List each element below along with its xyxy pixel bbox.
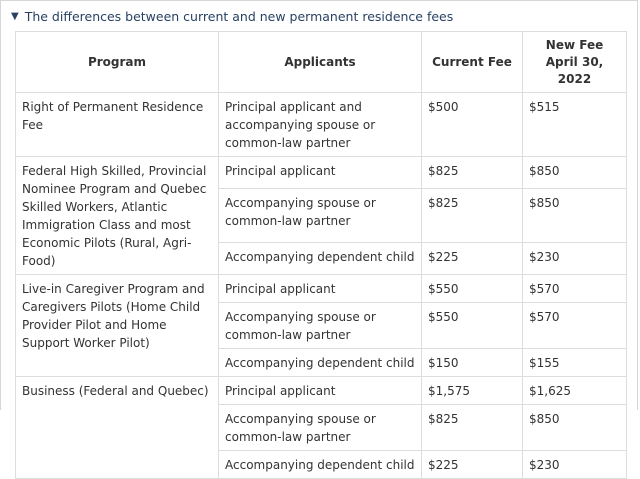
header-applicants: Applicants — [219, 32, 422, 93]
header-new-fee — [523, 32, 627, 93]
applicant-cell: Accompanying spouse or common-law partner — [219, 189, 422, 242]
new-fee-cell: $570 — [523, 275, 627, 303]
new-fee-cell: $155 — [523, 349, 627, 377]
applicant-cell: Principal applicant — [219, 275, 422, 303]
header-program: Program — [16, 32, 219, 93]
applicant-cell: Principal applicant and accompanying spouse or common-law partner — [219, 93, 422, 157]
new-fee-cell: $515 — [523, 93, 627, 157]
current-fee-cell: $550 — [422, 303, 523, 349]
new-fee-cell: $570 — [523, 303, 627, 349]
applicant-cell: Accompanying spouse or common-law partner — [219, 405, 422, 451]
program-cell: Right of Permanent Residence Fee — [16, 93, 219, 157]
current-fee-cell: $150 — [422, 349, 523, 377]
details-summary-toggle[interactable] — [1, 1, 639, 31]
applicant-cell: Accompanying dependent child — [219, 349, 422, 377]
applicant-cell: Principal applicant — [219, 377, 422, 405]
new-fee-cell: $230 — [523, 242, 627, 274]
current-fee-cell: $550 — [422, 275, 523, 303]
new-fee-cell: $850 — [523, 189, 627, 242]
current-fee-cell: $825 — [422, 157, 523, 189]
header-new-fee-date: April 30, 2022 — [545, 55, 604, 86]
current-fee-cell: $1,575 — [422, 377, 523, 405]
new-fee-cell: $850 — [523, 157, 627, 189]
program-cell: Live-in Caregiver Program and Caregivers Pilots (Home Child Provider Pilot and Home Support Worker Pilot) — [16, 275, 219, 377]
new-fee-cell: $1,625 — [523, 377, 627, 405]
program-cell: Business (Federal and Quebec) — [16, 377, 219, 479]
details-summary-title: The differences between current and new permanent residence fees — [24, 8, 454, 24]
current-fee-cell: $825 — [422, 189, 523, 242]
applicant-cell: Accompanying dependent child — [219, 451, 422, 479]
table-header-row — [16, 32, 627, 93]
header-new-fee-label: New Fee — [545, 38, 604, 52]
current-fee-cell: $500 — [422, 93, 523, 157]
new-fee-cell: $850 — [523, 405, 627, 451]
applicant-cell: Principal applicant — [219, 157, 422, 189]
fees-table — [15, 31, 627, 479]
table-row — [16, 275, 627, 303]
applicant-cell: Accompanying dependent child — [219, 242, 422, 274]
new-fee-cell: $230 — [523, 451, 627, 479]
table-row — [16, 377, 627, 405]
program-cell: Federal High Skilled, Provincial Nominee Program and Quebec Skilled Workers, Atlantic Immigration Class and most Economic Pilots (Rural, Agri-Food) — [16, 157, 219, 275]
triangle-down-icon: ▼ — [11, 10, 19, 22]
header-current-fee: Current Fee — [422, 32, 523, 93]
current-fee-cell: $225 — [422, 451, 523, 479]
current-fee-cell: $225 — [422, 242, 523, 274]
current-fee-cell: $825 — [422, 405, 523, 451]
table-row — [16, 93, 627, 157]
table-row — [16, 157, 627, 189]
applicant-cell: Accompanying spouse or common-law partner — [219, 303, 422, 349]
